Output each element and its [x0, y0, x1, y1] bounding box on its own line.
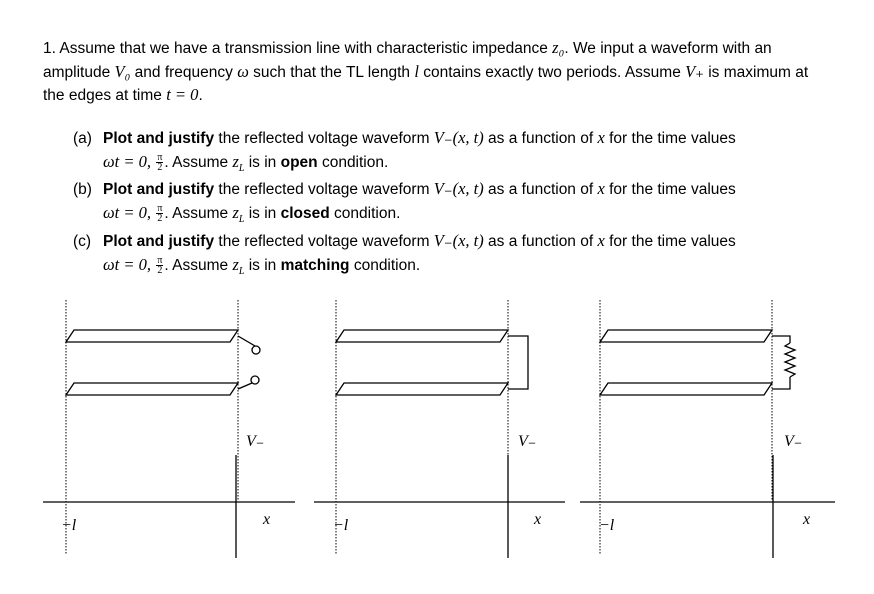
transmission-line: [600, 330, 772, 395]
is-in-text: is in: [244, 204, 281, 222]
vminus-axis-label: V₋: [784, 433, 803, 450]
problem-number: 1.: [43, 40, 56, 57]
is-in-text: is in: [244, 256, 281, 274]
end-text: condition.: [317, 153, 389, 171]
vminus-axis-label: V₋: [246, 433, 265, 450]
vminus-symbol: V₋(x, t): [433, 231, 484, 250]
x-axis-label: x: [803, 511, 811, 528]
wt-equation: ωt = 0,: [103, 254, 151, 274]
minus-l-label: −l: [61, 517, 77, 534]
vplus-symbol: V₊: [685, 61, 704, 81]
condition-matching: matching: [280, 256, 350, 274]
intro-text-7: .: [198, 87, 203, 104]
part-label: (b): [73, 181, 92, 198]
x-symbol: x: [597, 231, 605, 250]
z0-symbol: z₀: [552, 38, 565, 57]
instruction-bold: Plot and justify: [103, 233, 215, 250]
condition-closed: closed: [280, 204, 330, 222]
open-circuit-terminals: [238, 336, 260, 389]
zl-subscript: L: [238, 213, 245, 225]
condition-open: open: [280, 153, 318, 171]
end-text: condition.: [349, 256, 421, 274]
part-text-2: as a function of: [483, 181, 598, 198]
l-symbol: l: [414, 61, 419, 81]
is-in-text: is in: [244, 153, 281, 171]
pi-over-2: $\frac{\pi}{2}$: [157, 254, 163, 276]
zl-subscript: L: [238, 162, 245, 174]
t-equation: t = 0: [166, 85, 199, 104]
transmission-line: [66, 330, 238, 395]
intro-text-2: . We input a waveform with an amplitude: [43, 40, 772, 81]
intro-text-4: such that the TL length: [248, 63, 415, 81]
instruction-bold: Plot and justify: [103, 130, 215, 147]
assume-text: . Assume: [164, 204, 233, 222]
diagram-matching: [580, 300, 835, 558]
part-text-3: for the time values: [604, 130, 736, 147]
x-axis-label: x: [534, 511, 542, 528]
short-circuit-wire: [508, 336, 528, 389]
x-axis-label: x: [263, 511, 271, 528]
transmission-line: [336, 330, 508, 395]
part-text-3: for the time values: [604, 233, 736, 250]
pi-over-2: $\frac{\pi}{2}$: [157, 151, 163, 173]
intro-text-3: and frequency: [130, 63, 238, 81]
x-symbol: x: [597, 179, 605, 198]
v0-symbol: V₀: [114, 61, 131, 81]
wt-equation: ωt = 0,: [103, 151, 151, 171]
end-text: condition.: [329, 204, 401, 222]
vminus-axis-label: V₋: [518, 433, 537, 450]
part-text-3: for the time values: [604, 181, 736, 198]
x-symbol: x: [597, 128, 605, 147]
part-label: (a): [73, 130, 92, 147]
omega-symbol: ω: [237, 61, 249, 81]
resistor-icon: [772, 336, 795, 389]
intro-text-5: contains exactly two periods. Assume: [418, 63, 686, 81]
minus-l-label: −l: [599, 517, 615, 534]
intro-text-1: Assume that we have a transmission line with characteristic impedance: [59, 40, 553, 57]
vminus-symbol: V₋(x, t): [433, 179, 484, 198]
wt-equation: ωt = 0,: [103, 202, 151, 222]
zl-symbol: z: [232, 254, 239, 274]
assume-text: . Assume: [164, 256, 233, 274]
part-text: the reflected voltage waveform: [214, 130, 434, 147]
zl-symbol: z: [232, 151, 239, 171]
minus-l-label: −l: [333, 517, 349, 534]
zl-symbol: z: [232, 202, 239, 222]
zl-subscript: L: [238, 265, 245, 277]
part-text-2: as a function of: [483, 233, 598, 250]
part-label: (c): [73, 233, 92, 250]
instruction-bold: Plot and justify: [103, 181, 215, 198]
part-text: the reflected voltage waveform: [214, 181, 434, 198]
intro-text-6: is maximum at the edges at time: [43, 63, 809, 104]
part-text-2: as a function of: [483, 130, 598, 147]
pi-over-2: $\frac{\pi}{2}$: [157, 202, 163, 224]
vminus-symbol: V₋(x, t): [433, 128, 484, 147]
part-text: the reflected voltage waveform: [214, 233, 434, 250]
diagram-open: [43, 300, 295, 558]
diagram-closed: [314, 300, 565, 558]
assume-text: . Assume: [164, 153, 233, 171]
